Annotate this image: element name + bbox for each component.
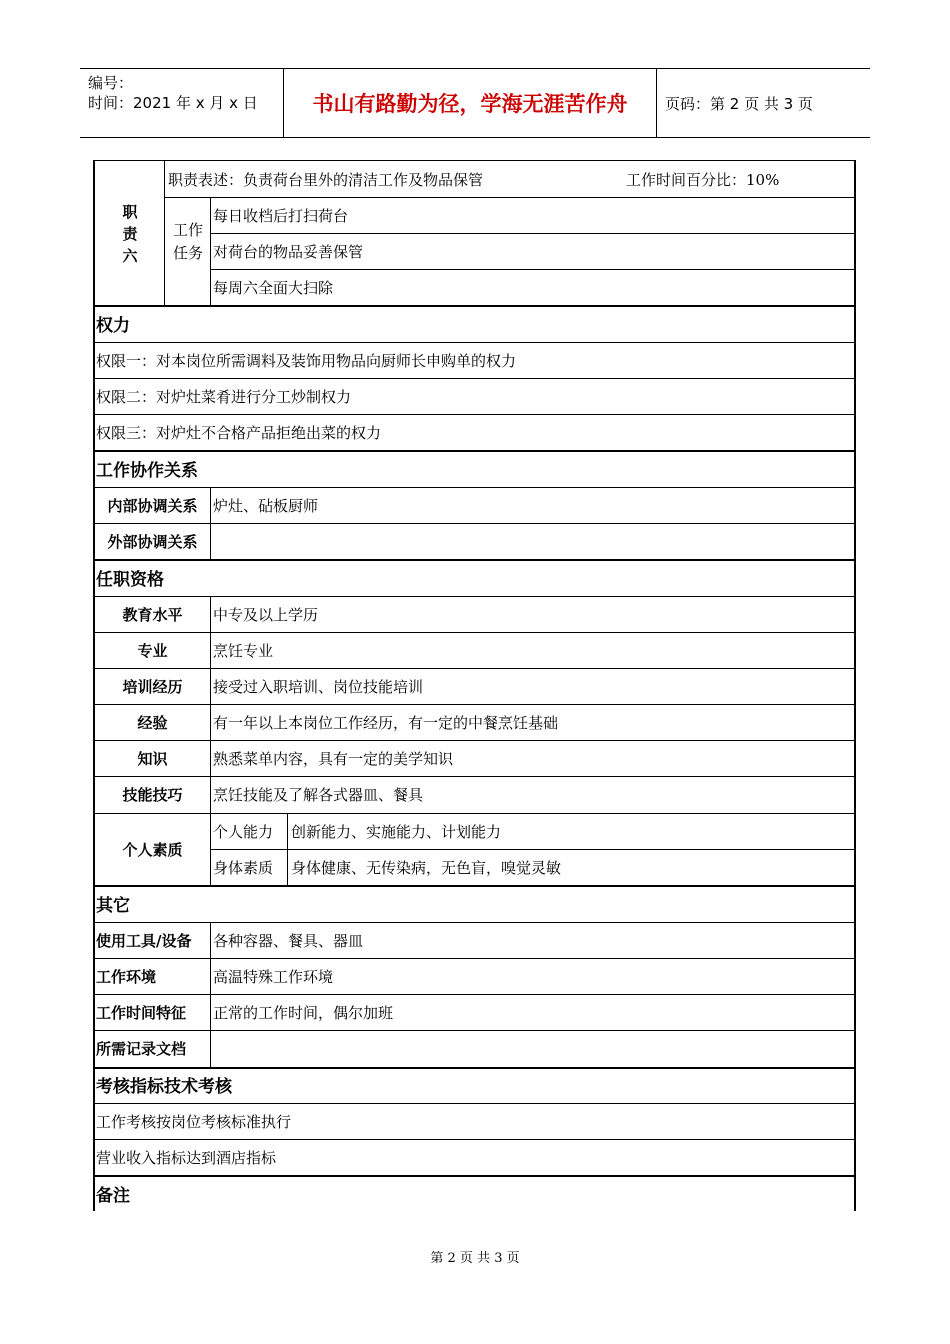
internal-value: 炉灶、砧板厨师	[213, 497, 319, 515]
personal-quality-label: 个人素质	[122, 841, 183, 859]
divider	[93, 994, 856, 995]
divider	[93, 1175, 856, 1177]
divider	[211, 233, 856, 234]
duty-description: 职责表述：负责荷台里外的清洁工作及物品保管	[168, 171, 484, 189]
divider	[93, 305, 856, 307]
other-value: 正常的工作时间，偶尔加班	[213, 1004, 394, 1022]
qualification-value: 熟悉菜单内容，具有一定的美学知识	[213, 750, 454, 768]
authority-item: 权限一：对本岗位所需调料及装饰用物品向厨师长申购单的权力	[96, 352, 517, 370]
number-label: 编号：	[88, 74, 134, 92]
other-label: 工作时间特征	[96, 1004, 187, 1022]
divider	[93, 958, 856, 959]
qualification-label: 专业	[137, 642, 168, 660]
duty-side-label: 职 责 六	[122, 203, 138, 265]
divider	[93, 1139, 856, 1140]
page-header	[80, 68, 870, 138]
ability-value: 创新能力、实施能力、计划能力	[291, 823, 502, 841]
authority-item: 权限三：对炉灶不合格产品拒绝出菜的权力	[96, 424, 382, 442]
section-title-remarks: 备注	[96, 1186, 130, 1206]
divider	[93, 632, 856, 633]
section-title-assessment: 考核指标技术考核	[96, 1077, 232, 1097]
divider	[93, 1067, 856, 1069]
qualification-label: 教育水平	[122, 606, 183, 624]
divider	[93, 450, 856, 452]
divider	[93, 596, 856, 597]
divider	[164, 160, 165, 305]
other-value: 各种容器、餐具、器皿	[213, 932, 364, 950]
divider	[210, 487, 211, 559]
qualification-value: 烹饪技能及了解各式器皿、餐具	[213, 786, 424, 804]
date-label: 时间：2021 年 x 月 x 日	[88, 94, 258, 112]
ability-label: 个人能力	[213, 823, 274, 841]
task-item: 每日收档后打扫荷台	[213, 207, 349, 225]
qualification-value: 烹饪专业	[213, 642, 274, 660]
header-page-label: 页码：第 2 页 共 3 页	[665, 94, 813, 113]
divider	[93, 922, 856, 923]
divider	[93, 885, 856, 887]
other-label: 工作环境	[96, 968, 157, 986]
duty-time-percent: 工作时间百分比：10%	[626, 171, 780, 189]
assessment-item: 工作考核按岗位考核标准执行	[96, 1113, 292, 1131]
divider	[93, 487, 856, 488]
divider	[93, 378, 856, 379]
header-motto: 书山有路勤为径，学海无涯苦作舟	[283, 69, 657, 137]
divider	[287, 813, 288, 885]
divider	[165, 197, 856, 198]
divider	[93, 559, 856, 561]
external-label: 外部协调关系	[107, 533, 198, 551]
task-item: 对荷台的物品妥善保管	[213, 243, 364, 261]
qualification-label: 知识	[137, 750, 168, 768]
qualification-label: 培训经历	[122, 678, 183, 696]
qualification-value: 有一年以上本岗位工作经历，有一定的中餐烹饪基础	[213, 714, 559, 732]
body-label: 身体素质	[213, 859, 274, 877]
divider	[93, 704, 856, 705]
divider	[211, 269, 856, 270]
section-title-cooperation: 工作协作关系	[96, 461, 198, 481]
assessment-item: 营业收入指标达到酒店指标	[96, 1149, 277, 1167]
qualification-label: 技能技巧	[122, 786, 183, 804]
task-label: 工作 任务	[172, 221, 203, 262]
task-item: 每周六全面大扫除	[213, 279, 334, 297]
authority-item: 权限二：对炉灶菜肴进行分工炒制权力	[96, 388, 352, 406]
divider	[210, 922, 211, 1067]
header-meta	[88, 73, 283, 113]
divider	[211, 849, 856, 850]
divider	[93, 1030, 856, 1031]
internal-label: 内部协调关系	[107, 497, 198, 515]
divider	[93, 668, 856, 669]
divider	[93, 776, 856, 777]
divider	[93, 740, 856, 741]
divider	[93, 523, 856, 524]
qualification-label: 经验	[137, 714, 168, 732]
other-value: 高温特殊工作环境	[213, 968, 334, 986]
qualification-value: 中专及以上学历	[213, 606, 319, 624]
other-label: 使用工具/设备	[96, 932, 192, 950]
section-title-qualification: 任职资格	[96, 570, 164, 590]
divider	[210, 596, 211, 885]
qualification-value: 接受过入职培训、岗位技能培训	[213, 678, 424, 696]
divider	[93, 1103, 856, 1104]
page-footer: 第 2 页 共 3 页	[430, 1251, 520, 1266]
section-title-other: 其它	[96, 896, 130, 916]
divider	[210, 197, 211, 305]
divider	[93, 813, 856, 814]
section-title-authority: 权力	[96, 316, 130, 336]
other-label: 所需记录文档	[96, 1040, 187, 1058]
divider	[93, 414, 856, 415]
divider	[93, 342, 856, 343]
body-value: 身体健康、无传染病，无色盲，嗅觉灵敏	[291, 859, 562, 877]
